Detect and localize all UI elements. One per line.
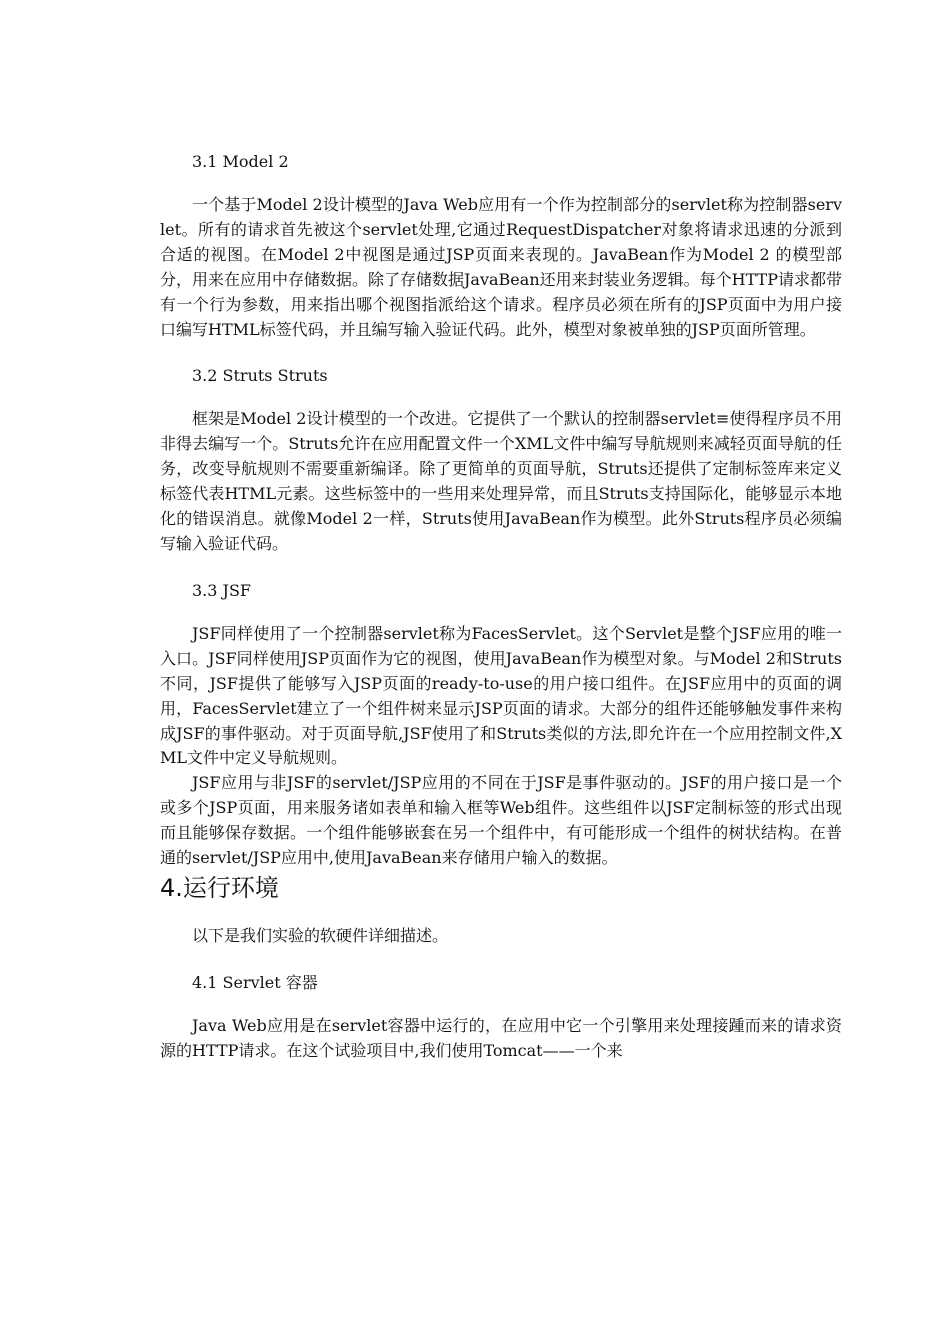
section-4-1-heading: 4.1 Servlet 容器 bbox=[192, 972, 318, 992]
section-4-intro: 以下是我们实验的软硬件详细描述。 bbox=[192, 925, 449, 945]
section-3-1-heading: 3.1 Model 2 bbox=[192, 152, 289, 171]
document-body bbox=[160, 150, 842, 1064]
section-3-2-heading: 3.2 Struts Struts bbox=[192, 366, 328, 386]
section-3-3-heading: 3.3 JSF bbox=[192, 580, 252, 600]
section-3-2-paragraph: 框架是Model 2设计模型的一个改进。它提供了一个默认的控制器servlet≡使得程序员不用非得去编写一个。Struts允许在应用配置文件一个XML文件中编写导航规则来减轻页面导航的任务，改变导航规则不需要重新编译。除了更简单的页面导航，Struts还提供了定制标签库来定义标签代表HTML元素。这些标签中的一些用来处理异常，而且Struts支持国际化，能够显示本地化的错误消息。就像Model 2一样，Struts使用JavaBean作为模型。此外Struts程序员必须编写输入验证代码。 bbox=[160, 409, 842, 553]
section-3-3-paragraph-2: JSF应用与非JSF的servlet/JSP应用的不同在于JSF是事件驱动的。JSF的用户接口是一个或多个JSP页面，用来服务诸如表单和输入框等Web组件。这些组件以JSF定制标签的形式出现而且能够保存数据。一个组件能够嵌套在另一个组件中，有可能形成一个组件的树状结构。在普通的servlet/JSP应用中,使用JavaBean来存储用户输入的数据。 bbox=[160, 773, 842, 868]
section-3-1-paragraph: 一个基于Model 2设计模型的Java Web应用有一个作为控制部分的servlet称为控制器servlet。所有的请求首先被这个servlet处理,它通过RequestDispatcher对象将请求迅速的分派到合适的视图。在Model 2中视图是通过JSP页面来表现的。JavaBean作为Model 2 的模型部分，用来在应用中存储数据。除了存储数据JavaBean还用来封装业务逻辑。每个HTTP请求都带有一个行为参数，用来指出哪个视图指派给这个请求。程序员必须在所有的JSP页面中为用户接口编写HTML标签代码，并且编写输入验证代码。此外，模型对象被单独的JSP页面所管理。 bbox=[160, 195, 842, 339]
section-4-1-paragraph: Java Web应用是在servlet容器中运行的，在应用中它一个引擎用来处理接踵而来的请求资源的HTTP请求。在这个试验项目中,我们使用Tomcat——一个来 bbox=[160, 1015, 842, 1060]
section-4-heading: 4.运行环境 bbox=[160, 873, 279, 902]
section-3-3-paragraph-1: JSF同样使用了一个控制器servlet称为FacesServlet。这个Servlet是整个JSF应用的唯一入口。JSF同样使用JSP页面作为它的视图，使用JavaBean作为模型对象。与Model 2和Struts不同，JSF提供了能够写入JSP页面的ready-to-use的用户接口组件。在JSF应用中的页面的调用，FacesServlet建立了一个组件树来显示JSP页面的请求。大部分的组件还能够触发事件来构成JSF的事件驱动。对于页面导航,JSF使用了和Struts类似的方法,即允许在一个应用控制文件,XML文件中定义导航规则。 bbox=[160, 623, 842, 768]
